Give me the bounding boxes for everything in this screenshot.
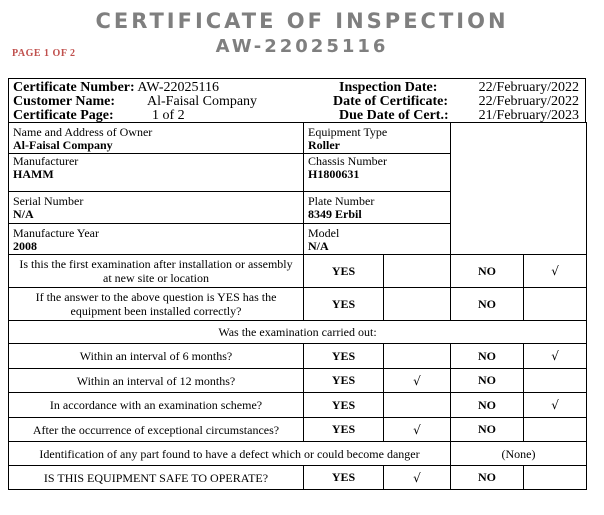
no-answer-cell xyxy=(524,288,587,321)
defect-answer: (None) xyxy=(451,442,587,466)
no-label: NO xyxy=(451,466,524,490)
check-mark: √ xyxy=(524,393,587,418)
details-row xyxy=(9,123,587,154)
plate-cell xyxy=(304,192,451,224)
certificate-page-label: Certificate Page: xyxy=(13,108,114,123)
serial-cell xyxy=(9,192,304,224)
question-exceptional: After the occurrence of exceptional circumstances? xyxy=(9,418,304,442)
certificate-id-heading: AW-22025116 xyxy=(215,36,389,57)
certificate-title: CERTIFICATE OF INSPECTION xyxy=(95,9,509,33)
no-label: NO xyxy=(451,393,524,418)
due-date-value: 21/February/2023 xyxy=(478,108,579,123)
yes-answer-cell xyxy=(384,288,451,321)
check-mark: √ xyxy=(524,255,587,288)
due-date-label: Due Date of Cert.: xyxy=(339,108,449,123)
question-installed-correctly: If the answer to the above question is YES has the equipment been installed correctly? xyxy=(9,288,304,321)
yes-answer-cell xyxy=(384,344,451,369)
no-answer-cell xyxy=(524,369,587,393)
year-value: 2008 xyxy=(13,238,37,253)
question-defect: Identification of any part found to have a defect which or could become danger xyxy=(9,442,451,466)
check-mark: √ xyxy=(384,466,451,490)
certificate-page-value: 1 of 2 xyxy=(152,108,185,123)
check-mark: √ xyxy=(384,418,451,442)
certificate-number-value: AW-22025116 xyxy=(137,80,219,95)
check-mark: √ xyxy=(524,344,587,369)
yes-answer-cell xyxy=(384,393,451,418)
model-label: Model xyxy=(308,225,340,240)
no-answer-cell xyxy=(524,418,587,442)
question-row xyxy=(9,288,587,321)
question-six-months: Within an interval of 6 months? xyxy=(9,344,304,369)
customer-name-label: Customer Name: xyxy=(13,94,115,109)
question-row xyxy=(9,255,587,288)
yes-label: YES xyxy=(304,369,384,393)
question-row xyxy=(9,393,587,418)
year-label: Manufacture Year xyxy=(13,225,99,240)
chassis-value: H1800631 xyxy=(308,167,360,181)
question-row xyxy=(9,442,587,466)
serial-value: N/A xyxy=(13,207,34,221)
inspection-table xyxy=(8,122,587,490)
chassis-cell xyxy=(304,154,451,192)
no-label: NO xyxy=(451,418,524,442)
yes-label: YES xyxy=(304,393,384,418)
no-label: NO xyxy=(451,344,524,369)
page-tag: PAGE 1 OF 2 xyxy=(12,48,76,59)
equipment-type-cell xyxy=(304,123,451,154)
date-of-certificate-label: Date of Certificate: xyxy=(333,94,449,109)
owner-value: Al-Faisal Company xyxy=(13,137,113,152)
serial-label: Serial Number xyxy=(13,194,84,208)
no-answer-cell xyxy=(524,466,587,490)
date-of-certificate-value: 22/February/2022 xyxy=(478,94,579,109)
question-safe: IS THIS EQUIPMENT SAFE TO OPERATE? xyxy=(9,466,304,490)
inspection-date-value: 22/February/2022 xyxy=(478,80,579,95)
question-carried-out: Was the examination carried out: xyxy=(9,321,587,344)
manufacturer-cell xyxy=(9,154,304,192)
customer-name-value: Al-Faisal Company xyxy=(147,94,258,109)
question-scheme: In accordance with an examination scheme? xyxy=(9,393,304,418)
no-label: NO xyxy=(451,288,524,321)
yes-answer-cell xyxy=(384,255,451,288)
plate-value: 8349 Erbil xyxy=(308,207,362,221)
owner-label: Name and Address of Owner xyxy=(13,124,153,139)
equipment-type-label: Equipment Type xyxy=(308,124,388,139)
blank-cell xyxy=(451,123,587,255)
certificate-number-label: Certificate Number: xyxy=(13,80,135,95)
owner-cell xyxy=(9,123,304,154)
yes-label: YES xyxy=(304,466,384,490)
certificate-info-block xyxy=(8,78,586,122)
section-row xyxy=(9,321,587,344)
no-label: NO xyxy=(451,369,524,393)
plate-label: Plate Number xyxy=(308,194,375,208)
question-row xyxy=(9,466,587,490)
check-mark: √ xyxy=(384,369,451,393)
chassis-label: Chassis Number xyxy=(308,154,387,168)
equipment-type-value: Roller xyxy=(308,137,340,152)
year-cell xyxy=(9,224,304,255)
no-label: NO xyxy=(451,255,524,288)
question-twelve-months: Within an interval of 12 months? xyxy=(9,369,304,393)
manufacturer-label: Manufacturer xyxy=(13,154,79,168)
yes-label: YES xyxy=(304,288,384,321)
manufacturer-value: HAMM xyxy=(13,167,54,181)
model-cell xyxy=(304,224,451,255)
yes-label: YES xyxy=(304,418,384,442)
question-row xyxy=(9,418,587,442)
question-first-exam: Is this the first examination after installation or assembly at new site or location xyxy=(9,255,304,288)
question-row xyxy=(9,344,587,369)
question-row xyxy=(9,369,587,393)
inspection-date-label: Inspection Date: xyxy=(339,80,438,95)
model-value: N/A xyxy=(308,238,329,253)
yes-label: YES xyxy=(304,344,384,369)
yes-label: YES xyxy=(304,255,384,288)
